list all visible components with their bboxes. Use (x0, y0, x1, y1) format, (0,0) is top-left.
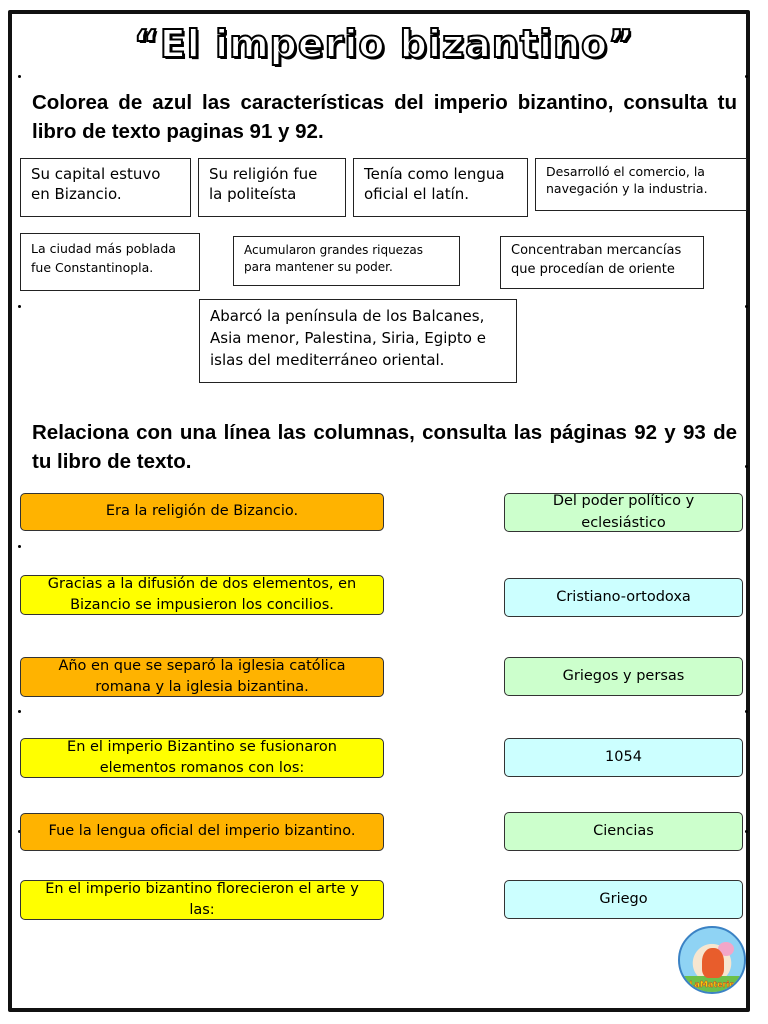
characteristic-box[interactable]: La ciudad más poblada fue Constantinopla. (20, 233, 200, 291)
left-item[interactable]: Gracias a la difusión de dos elementos, en Bizancio se impusieron los concilios. (20, 575, 384, 615)
border-dot (745, 305, 748, 308)
left-item[interactable]: En el imperio bizantino florecieron el arte y las: (20, 880, 384, 920)
characteristic-box[interactable]: Desarrolló el comercio, la navegación y la industria. (535, 158, 747, 211)
border-dot (18, 545, 21, 548)
characteristic-box[interactable]: Concentraban mercancías que procedían de oriente (500, 236, 704, 289)
right-item[interactable]: Ciencias (504, 812, 743, 851)
left-item[interactable]: Era la religión de Bizancio. (20, 493, 384, 531)
instruction-colorea: Colorea de azul las características del imperio bizantino, consulta tu libro de texto paginas 91 y 92. (32, 91, 737, 143)
left-item[interactable]: En el imperio Bizantino se fusionaron elementos romanos con los: (20, 738, 384, 778)
characteristic-box[interactable]: Tenía como lengua oficial el latín. (353, 158, 528, 217)
border-dot (745, 75, 748, 78)
characteristic-box[interactable]: Su religión fue la politeísta (198, 158, 346, 217)
logo-dino (702, 948, 724, 978)
dinosaur-logo-icon (678, 926, 746, 994)
page-title: “El imperio bizantino” (133, 22, 635, 66)
right-item[interactable]: Griegos y persas (504, 657, 743, 696)
right-item[interactable]: Del poder político y eclesiástico (504, 493, 743, 532)
right-item[interactable]: Cristiano-ortodoxa (504, 578, 743, 617)
right-item[interactable]: Griego (504, 880, 743, 919)
right-item[interactable]: 1054 (504, 738, 743, 777)
left-item[interactable]: Fue la lengua oficial del imperio bizantino. (20, 813, 384, 851)
border-dot (18, 710, 21, 713)
border-dot (18, 305, 21, 308)
border-dot (745, 830, 748, 833)
characteristic-box[interactable]: Acumularon grandes riquezas para mantener su poder. (233, 236, 460, 286)
instruction-relaciona: Relaciona con una línea las columnas, consulta las páginas 92 y 93 de tu libro de texto. (32, 421, 737, 473)
characteristic-box[interactable]: Su capital estuvo en Bizancio. (20, 158, 191, 217)
border-dot (745, 710, 748, 713)
logo-text: LaMaterie (689, 980, 735, 989)
border-dot (745, 465, 748, 468)
characteristic-box[interactable]: Abarcó la península de los Balcanes, Asia menor, Palestina, Siria, Egipto e islas del mediterráneo oriental. (199, 299, 517, 383)
border-dot (18, 75, 21, 78)
left-item[interactable]: Año en que se separó la iglesia católica romana y la iglesia bizantina. (20, 657, 384, 697)
